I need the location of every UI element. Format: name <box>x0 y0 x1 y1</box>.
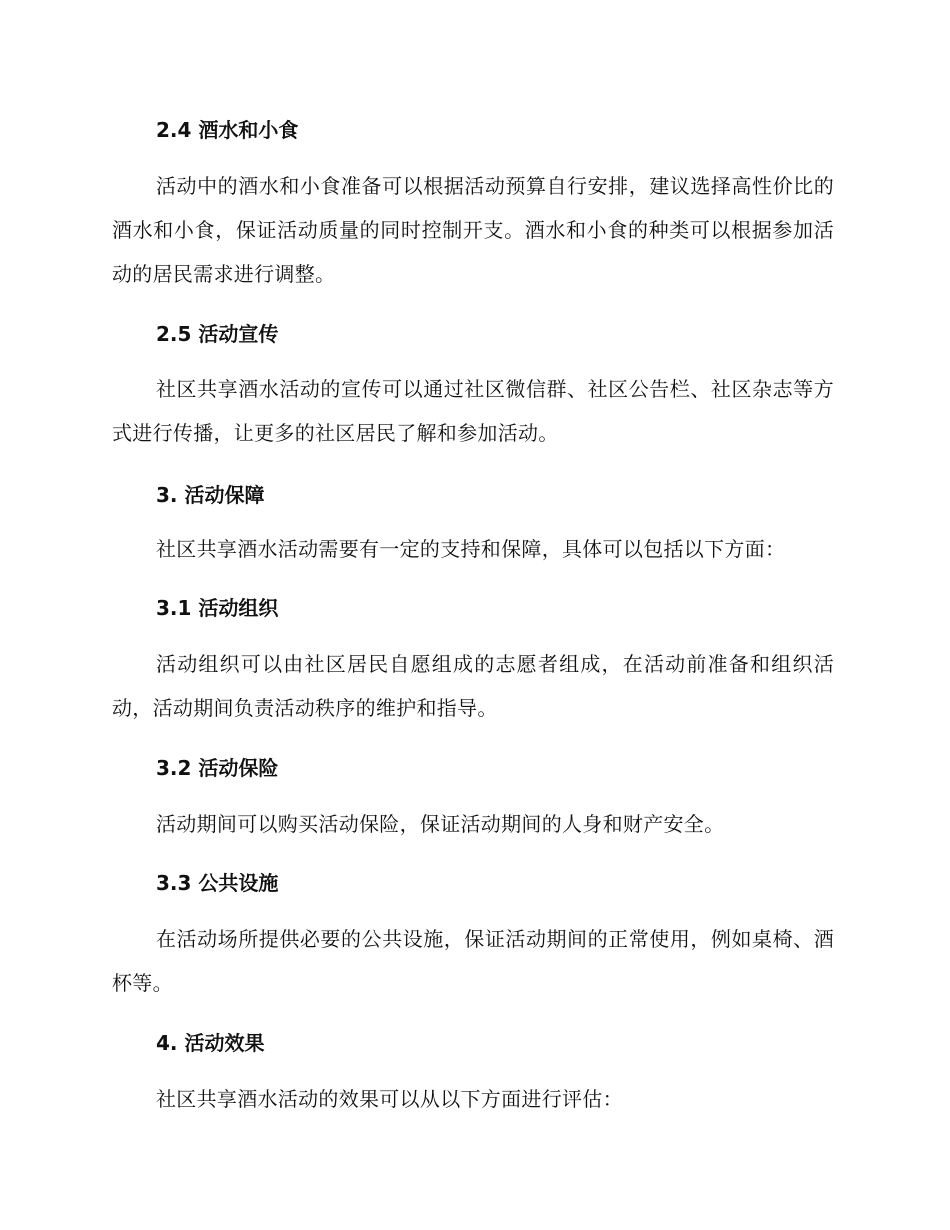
paragraph-2-4: 活动中的酒水和小食准备可以根据活动预算自行安排，建议选择高性价比的酒水和小食，保证活动质量的同时控制开支。酒水和小食的种类可以根据参加活动的居民需求进行调整。 <box>112 174 834 286</box>
paragraph-3-2: 活动期间可以购买活动保险，保证活动期间的人身和财产安全。 <box>156 812 725 836</box>
paragraph-3: 社区共享酒水活动需要有一定的支持和保障，具体可以包括以下方面： <box>156 537 786 561</box>
section-heading-3-3: 3.3 公共设施 <box>156 871 279 895</box>
paragraph-3-3: 在活动场所提供必要的公共设施，保证活动期间的正常使用，例如桌椅、酒杯等。 <box>112 927 834 995</box>
paragraph-3-1: 活动组织可以由社区居民自愿组成的志愿者组成，在活动前准备和组织活动，活动期间负责活动秩序的维护和指导。 <box>112 652 834 720</box>
section-heading-3-2: 3.2 活动保险 <box>156 756 279 780</box>
paragraph-4: 社区共享酒水活动的效果可以从以下方面进行评估： <box>156 1087 623 1111</box>
paragraph-2-5: 社区共享酒水活动的宣传可以通过社区微信群、社区公告栏、社区杂志等方式进行传播，让更多的社区居民了解和参加活动。 <box>112 377 834 445</box>
section-heading-4: 4. 活动效果 <box>156 1031 265 1055</box>
section-heading-2-4: 2.4 酒水和小食 <box>156 118 299 142</box>
section-heading-3-1: 3.1 活动组织 <box>156 596 279 620</box>
section-heading-2-5: 2.5 活动宣传 <box>156 322 279 346</box>
section-heading-3: 3. 活动保障 <box>156 483 265 507</box>
